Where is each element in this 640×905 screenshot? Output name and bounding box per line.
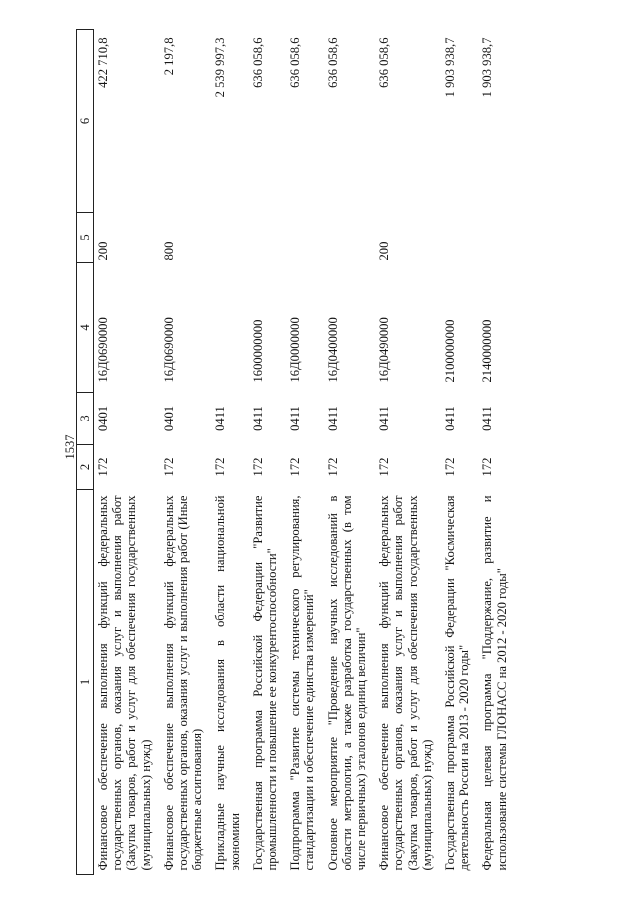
row-name: Финансовое обеспечение выполнения функций федеральных государственных органов, оказания услуг и выполнения работ (Закупка товаров, работ и услуг для обеспечения государственных (муниципальных) нужд) xyxy=(96,495,153,871)
row-amount: 1 903 938,7 xyxy=(480,37,495,98)
row-name: Прикладные научные исследования в области национальной экономики xyxy=(213,495,242,871)
row-name: Подпрограмма "Развитие системы технического регулирования, стандартизации и обеспечение единства измерений" xyxy=(288,495,317,871)
column-header-3: 3 xyxy=(77,393,94,445)
row-code-expense-type xyxy=(249,213,286,263)
row-code-section: 0411 xyxy=(288,406,303,431)
row-code-ministry: 172 xyxy=(250,457,265,477)
row-code-expense-type xyxy=(286,213,323,263)
row-amount: 422 710,8 xyxy=(96,37,110,88)
row-name: Федеральная целевая программа "Поддержание, развитие и использование системы ГЛОНАСС на 2012 - 2020 годы" xyxy=(480,495,509,871)
row-amount: 2 539 997,3 xyxy=(213,37,228,98)
row-code-expense-type xyxy=(478,213,515,263)
row-code-ministry: 172 xyxy=(288,457,303,477)
row-code-section: 0411 xyxy=(377,406,392,431)
table-row xyxy=(160,30,212,875)
row-code-expense-type xyxy=(441,213,478,263)
row-code-expense-type xyxy=(211,213,248,263)
row-code-target: 2100000000 xyxy=(443,319,458,383)
row-name: Основное мероприятие "Проведение научных исследований в области метрологии, а также разработка государственных (в том числе первичных) эталонов единиц величин" xyxy=(325,495,369,871)
column-header-4: 4 xyxy=(77,263,94,393)
row-amount: 636 058,6 xyxy=(288,37,303,88)
table-row xyxy=(375,30,441,875)
table-row xyxy=(286,30,323,875)
row-code-target: 16Д0000000 xyxy=(288,317,303,383)
row-code-target xyxy=(211,263,248,393)
row-code-target: 1600000000 xyxy=(250,319,265,383)
row-code-ministry: 172 xyxy=(96,457,110,477)
row-code-expense-type: 200 xyxy=(377,241,392,261)
table-row xyxy=(478,30,515,875)
row-amount: 1 903 938,7 xyxy=(443,37,458,98)
row-code-target: 16Д0490000 xyxy=(377,317,392,383)
row-name: Государственная программа Российской Федерации "Космическая деятельность России на 2013 - 2020 годы" xyxy=(443,495,472,871)
row-code-ministry: 172 xyxy=(443,457,458,477)
table-row xyxy=(249,30,286,875)
row-code-section: 0401 xyxy=(96,405,110,432)
row-code-target: 16Д0400000 xyxy=(325,317,340,383)
page-number: 1537 xyxy=(63,434,77,460)
row-amount: 636 058,6 xyxy=(377,37,392,88)
table-row xyxy=(211,30,248,875)
row-code-target: 16Д0690000 xyxy=(96,317,110,383)
row-name: Государственная программа Российской Федерации "Развитие промышленности и повышение ее конкурентоспособности" xyxy=(250,495,280,871)
row-code-ministry: 172 xyxy=(480,457,495,477)
table-row xyxy=(324,30,376,875)
column-header-5: 5 xyxy=(77,213,94,263)
row-code-section: 0411 xyxy=(250,406,265,431)
row-code-expense-type: 200 xyxy=(96,241,110,261)
row-name: Финансовое обеспечение выполнения функций федеральных государственных органов, оказания услуг и выполнения работ (Иные бюджетные ассигнования) xyxy=(161,495,205,871)
table-header-row xyxy=(77,30,94,875)
row-code-target: 2140000000 xyxy=(480,319,495,383)
row-code-section: 0411 xyxy=(443,406,458,431)
row-code-section: 0411 xyxy=(480,406,495,431)
table-row xyxy=(441,30,478,875)
row-code-ministry: 172 xyxy=(161,457,176,477)
row-code-section: 0411 xyxy=(213,406,228,431)
column-header-2: 2 xyxy=(77,445,94,490)
row-code-expense-type xyxy=(324,213,376,263)
budget-table xyxy=(76,29,516,875)
row-code-expense-type: 800 xyxy=(161,241,176,261)
table-row xyxy=(94,30,160,875)
column-header-6: 6 xyxy=(77,30,94,213)
column-header-1: 1 xyxy=(77,490,94,875)
row-amount: 636 058,6 xyxy=(250,37,265,88)
row-code-section: 0401 xyxy=(161,405,176,432)
row-code-ministry: 172 xyxy=(213,457,228,477)
row-code-ministry: 172 xyxy=(325,457,340,477)
row-code-ministry: 172 xyxy=(377,457,392,477)
row-name: Финансовое обеспечение выполнения функций федеральных государственных органов, оказания услуг и выполнения работ (Закупка товаров, работ и услуг для обеспечения государственных (муниципальных) нужд) xyxy=(377,495,434,871)
row-code-section: 0411 xyxy=(325,406,340,431)
row-code-target: 16Д0690000 xyxy=(161,317,176,383)
row-amount: 2 197,8 xyxy=(161,37,176,76)
row-amount: 636 058,6 xyxy=(325,37,340,88)
